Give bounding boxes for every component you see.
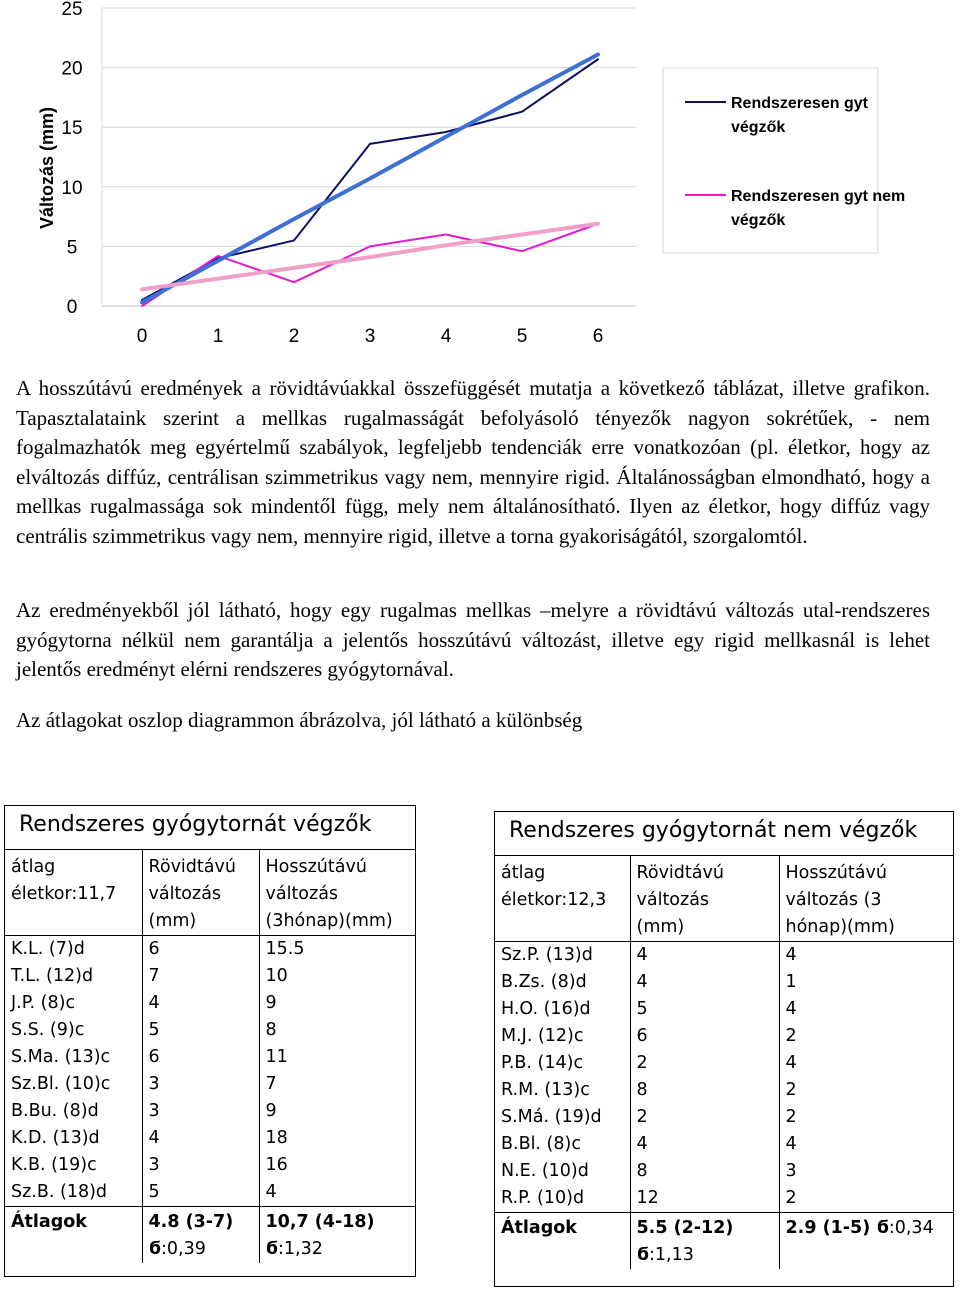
cell-patient: K.B. (19)c: [5, 1152, 142, 1179]
y-tick-label: 10: [61, 177, 83, 199]
header-short-term: Rövidtávú változás (mm): [630, 856, 779, 942]
x-tick-label: 2: [288, 326, 300, 347]
y-tick-label: 5: [66, 237, 78, 259]
cell-long-term: 11: [265, 1047, 288, 1067]
cell-patient: S.S. (9)c: [5, 1017, 142, 1044]
table-row: [5, 1098, 415, 1125]
cell-patient: B.Bu. (8)d: [5, 1098, 142, 1125]
x-tick-label: 6: [592, 326, 604, 347]
cell-short-term: 2: [630, 1104, 779, 1131]
y-tick-label: 20: [61, 58, 83, 80]
cell-long-term: 4: [785, 1134, 797, 1154]
cell-long-term: 15.5: [265, 939, 305, 959]
trendline-1: [142, 54, 598, 302]
cell-short-term: 7: [142, 963, 259, 990]
cell-short-term: 2: [630, 1050, 779, 1077]
cell-long-term: 10: [265, 966, 288, 986]
x-tick-label: 1: [212, 326, 224, 347]
footer-short-term: 4.8 (3-7) ϭ:0,39: [142, 1207, 259, 1264]
table-body: [495, 856, 953, 1269]
table-row: [5, 1152, 415, 1179]
table-row: [495, 996, 953, 1023]
cell-short-term: 5: [630, 996, 779, 1023]
table-title: Rendszeres gyógytornát nem végzők: [495, 812, 953, 856]
cell-short-term: 4: [630, 1131, 779, 1158]
y-tick-labels: [61, 0, 82, 318]
cell-patient: K.L. (7)d: [5, 936, 142, 964]
cell-long-term: 18: [265, 1128, 288, 1148]
footer-short-term: 5.5 (2-12) ϭ:1,13: [630, 1213, 779, 1270]
table-row: [495, 942, 953, 970]
table-row: [5, 1071, 415, 1098]
x-tick-label: 0: [136, 326, 148, 347]
cell-patient: N.E. (10)d: [495, 1158, 630, 1185]
cell-patient: M.J. (12)c: [495, 1023, 630, 1050]
table-row: [495, 1131, 953, 1158]
cell-patient: B.Zs. (8)d: [495, 969, 630, 996]
cell-long-term: 2: [785, 1188, 797, 1208]
x-tick-label: 5: [516, 326, 528, 347]
table-header-row: [5, 850, 415, 936]
header-age: átlag életkor:11,7: [5, 850, 142, 936]
table-regular-therapy: [4, 805, 416, 1277]
cell-patient: T.L. (12)d: [5, 963, 142, 990]
header-short-term: Rövidtávú változás (mm): [142, 850, 259, 936]
header-age: átlag életkor:12,3: [495, 856, 630, 942]
cell-long-term: 1: [785, 972, 797, 992]
chart-series-lines: [142, 54, 598, 306]
cell-patient: R.M. (13)c: [495, 1077, 630, 1104]
cell-patient: J.P. (8)c: [5, 990, 142, 1017]
trendline-2: [142, 224, 598, 290]
cell-short-term: 8: [630, 1158, 779, 1185]
table-footer-row: [495, 1213, 953, 1270]
table-row: [495, 1185, 953, 1213]
line-chart: [0, 0, 960, 360]
cell-short-term: 4: [630, 942, 779, 970]
cell-patient: Sz.B. (18)d: [5, 1179, 142, 1207]
footer-label: Átlagok: [495, 1213, 630, 1270]
y-axis-label: Változás (mm): [37, 106, 57, 230]
cell-long-term: 7: [265, 1074, 277, 1094]
cell-short-term: 6: [630, 1023, 779, 1050]
table-row: [5, 1179, 415, 1207]
cell-long-term: 3: [785, 1161, 797, 1181]
y-tick-label: 25: [61, 0, 83, 20]
table-row: [495, 1104, 953, 1131]
cell-short-term: 5: [142, 1017, 259, 1044]
x-tick-label: 4: [440, 326, 452, 347]
table-body: [5, 850, 415, 1263]
paragraph-results-conclusion: Az eredményekből jól látható, hogy egy rugalmas mellkas –melyre a rövidtávú változás utal-rendszeres gyógytorna nélkül nem garantálja a jelentős hosszútávú változást, illetve egy rigid mellkasnál is lehet jelentős eredményt elérni rendszeres gyógytornával.: [16, 598, 930, 681]
paragraph-results-intro: A hosszútávú eredmények a rövidtávúakkal összefüggését mutatja a következő táblázat, illetve grafikon. Tapasztalataink szerint a mellkas rugalmasságát befolyásoló tényezők nagyon sokrétűek, - nem fogalmazhatók meg egyértelmű szabályok, legfeljebb tendenciák erre vonatkozóan (pl. életkor, hogy az elváltozás diffúz, centrálisan szimmetrikus vagy nem, mennyire rigid. Általánosságban elmondható, hogy a mellkas rugalmassága sok mindentől függ, mely nem általánosítható. Ilyen az életkor, hogy diffúz vagy centrális szimmetrikus vagy nem, mennyire rigid, illetve a torna gyakoriságától, szorgalomtól.: [16, 376, 930, 548]
table-header-row: [495, 856, 953, 942]
cell-long-term: 2: [785, 1080, 797, 1100]
y-tick-label: 0: [66, 297, 78, 318]
header-long-term: Hosszútávú változás (3 hónap)(mm): [779, 856, 953, 942]
cell-long-term: 4: [785, 999, 797, 1019]
y-tick-label: 15: [61, 118, 83, 140]
table-row: [5, 936, 415, 964]
table-no-regular-therapy: [494, 811, 954, 1287]
chart-gridlines: [102, 8, 636, 306]
x-tick-labels: [137, 326, 604, 347]
cell-short-term: 6: [142, 1044, 259, 1071]
footer-label: Átlagok: [5, 1207, 142, 1264]
cell-short-term: 8: [630, 1077, 779, 1104]
table-row: [495, 969, 953, 996]
table-row: [5, 1125, 415, 1152]
cell-patient: S.Ma. (13)c: [5, 1044, 142, 1071]
cell-short-term: 6: [142, 936, 259, 964]
table-row: [495, 1023, 953, 1050]
paragraph-averages-note: Az átlagokat oszlop diagrammon ábrázolva, jól látható a különbség: [16, 708, 583, 732]
cell-long-term: 4: [785, 945, 797, 965]
table-row: [495, 1077, 953, 1104]
cell-long-term: 4: [785, 1053, 797, 1073]
cell-short-term: 3: [142, 1071, 259, 1098]
cell-long-term: 2: [785, 1026, 797, 1046]
cell-long-term: 8: [265, 1020, 277, 1040]
cell-long-term: 9: [265, 1101, 277, 1121]
cell-patient: R.P. (10)d: [495, 1185, 630, 1213]
cell-short-term: 3: [142, 1098, 259, 1125]
table-row: [5, 963, 415, 990]
cell-short-term: 12: [630, 1185, 779, 1213]
cell-patient: S.Má. (19)d: [495, 1104, 630, 1131]
table-row: [5, 990, 415, 1017]
legend-label-series-1: Rendszeresen gyt végzők: [731, 95, 868, 136]
header-long-term: Hosszútávú változás (3hónap)(mm): [259, 850, 415, 936]
cell-long-term: 4: [265, 1182, 277, 1202]
cell-patient: H.O. (16)d: [495, 996, 630, 1023]
table-row: [495, 1050, 953, 1077]
x-tick-label: 3: [364, 326, 376, 347]
cell-short-term: 3: [142, 1152, 259, 1179]
chart-legend: [663, 68, 905, 253]
table-footer-row: [5, 1207, 415, 1264]
cell-patient: K.D. (13)d: [5, 1125, 142, 1152]
footer-long-term: 10,7 (4-18) ϭ:1,32: [259, 1207, 415, 1264]
table-row: [5, 1017, 415, 1044]
cell-patient: Sz.Bl. (10)c: [5, 1071, 142, 1098]
footer-long-term: 2.9 (1-5) ϭ:0,34: [779, 1213, 953, 1270]
table-row: [5, 1044, 415, 1071]
cell-long-term: 2: [785, 1107, 797, 1127]
cell-short-term: 4: [630, 969, 779, 996]
cell-short-term: 5: [142, 1179, 259, 1207]
cell-patient: Sz.P. (13)d: [495, 942, 630, 970]
cell-patient: P.B. (14)c: [495, 1050, 630, 1077]
cell-short-term: 4: [142, 990, 259, 1017]
legend-label-series-2: Rendszeresen gyt nem végzők: [731, 188, 906, 229]
cell-short-term: 4: [142, 1125, 259, 1152]
cell-long-term: 16: [265, 1155, 288, 1175]
cell-patient: B.Bl. (8)c: [495, 1131, 630, 1158]
table-row: [495, 1158, 953, 1185]
cell-long-term: 9: [265, 993, 277, 1013]
table-title: Rendszeres gyógytornát végzők: [5, 806, 415, 850]
